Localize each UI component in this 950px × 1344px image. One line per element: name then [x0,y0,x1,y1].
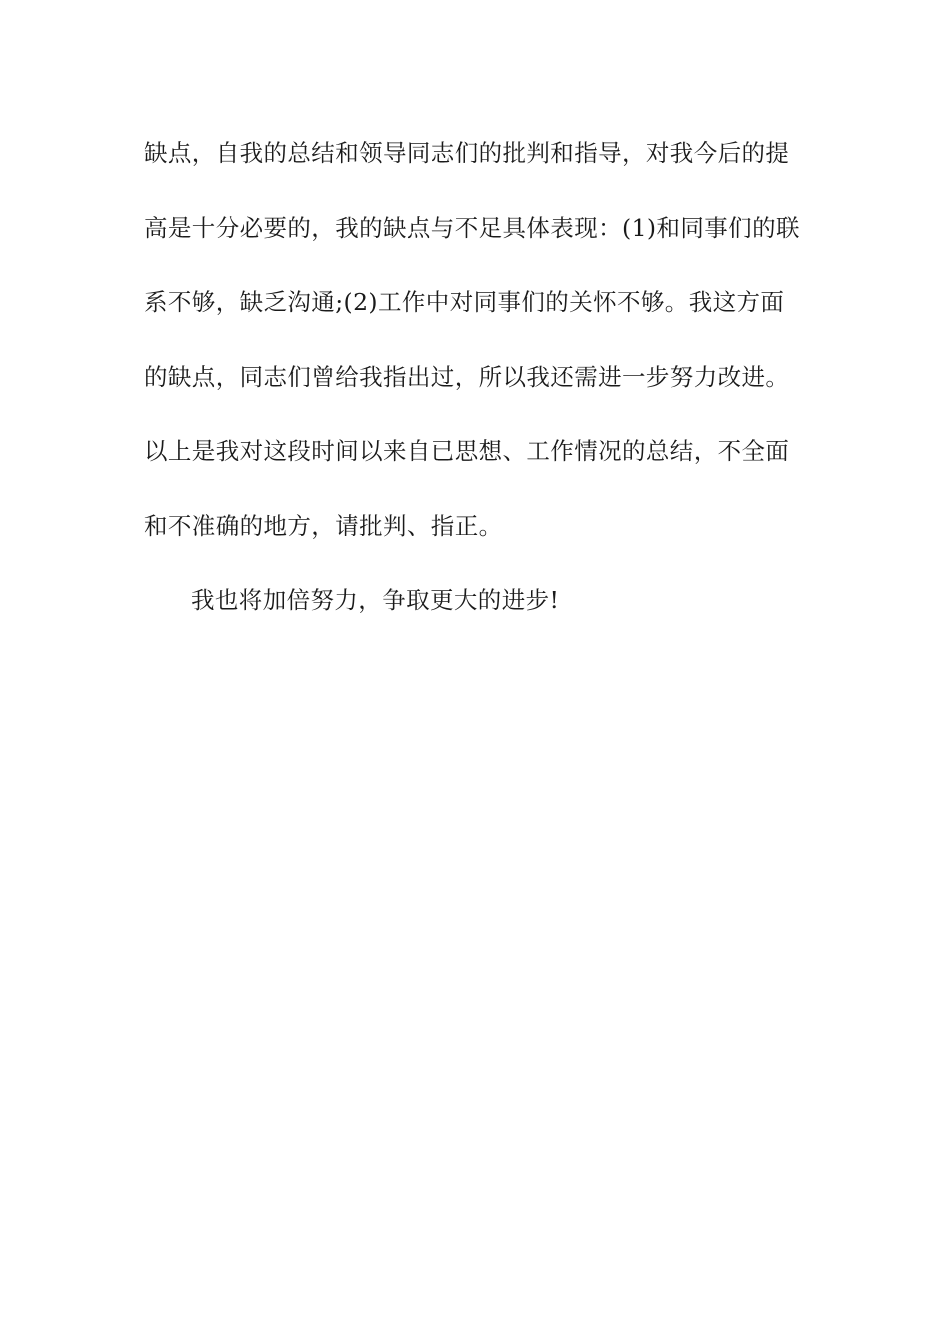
body-text [144,130,814,652]
text-line-4: 的缺点，同志们曾给我指出过，所以我还需进一步努力改进。 [144,362,790,391]
text-line-3: 系不够，缺乏沟通;(2)工作中对同事们的关怀不够。我这方面 [144,288,785,316]
closing-paragraph: 我也将加倍努力，争取更大的进步! [191,586,560,614]
text-line-1: 缺点，自我的总结和领导同志们的批判和指导，对我今后的提 [144,139,790,167]
text-line-6: 和不准确的地方，请批判、指正。 [144,511,503,540]
text-line-5: 以上是我对这段时间以来自已思想、工作情况的总结，不全面 [144,437,790,465]
text-line-2: 高是十分必要的，我的缺点与不足具体表现：(1)和同事们的联 [144,213,800,242]
